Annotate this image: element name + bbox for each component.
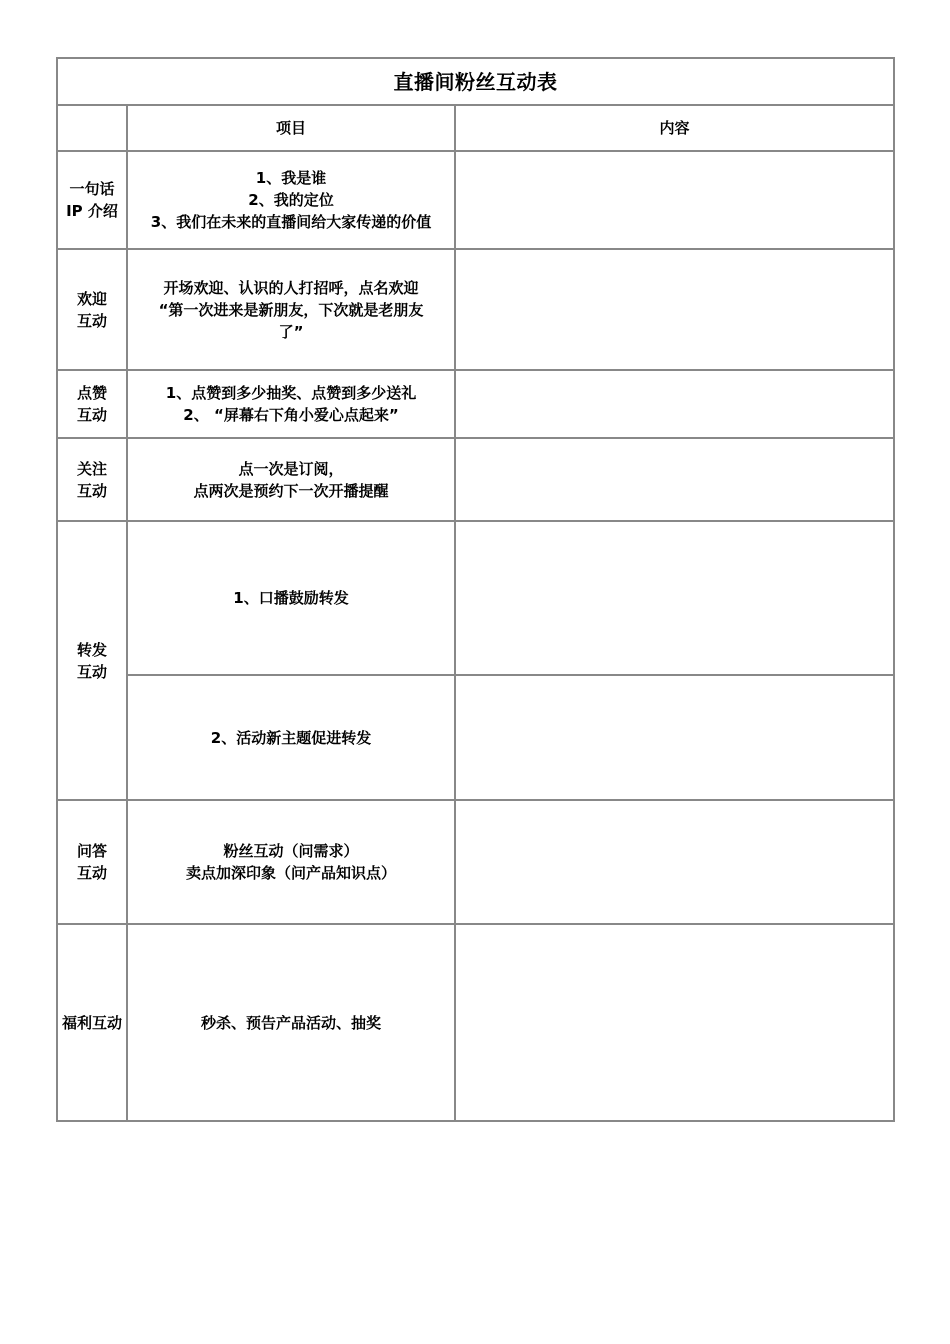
content-share-1[interactable] [455,521,894,675]
category-like: 点赞 互动 [57,370,127,438]
content-like[interactable] [455,370,894,438]
item-qa: 粉丝互动（问需求） 卖点加深印象（问产品知识点） [127,800,455,924]
content-follow[interactable] [455,438,894,521]
item-like: 1、点赞到多少抽奖、点赞到多少送礼 2、 “屏幕右下角小爱心点起来” [127,370,455,438]
content-share-2[interactable] [455,675,894,800]
header-item: 项目 [127,105,455,151]
item-benefit: 秒杀、预告产品活动、抽奖 [127,924,455,1121]
item-ip-intro: 1、我是谁 2、我的定位 3、我们在未来的直播间给大家传递的价值 [127,151,455,249]
header-content: 内容 [455,105,894,151]
item-welcome: 开场欢迎、认识的人打招呼，点名欢迎 “第一次进来是新朋友，下次就是老朋友 了” [127,249,455,370]
category-share: 转发 互动 [57,521,127,800]
category-ip-intro: 一句话 IP 介绍 [57,151,127,249]
fan-interaction-table [56,57,895,1122]
category-welcome: 欢迎 互动 [57,249,127,370]
category-qa: 问答 互动 [57,800,127,924]
category-follow: 关注 互动 [57,438,127,521]
item-follow: 点一次是订阅， 点两次是预约下一次开播提醒 [127,438,455,521]
header-blank-cell [57,105,127,151]
item-share-2: 2、活动新主题促进转发 [127,675,455,800]
content-qa[interactable] [455,800,894,924]
content-ip-intro[interactable] [455,151,894,249]
item-share-1: 1、口播鼓励转发 [127,521,455,675]
category-benefit: 福利互动 [57,924,127,1121]
content-welcome[interactable] [455,249,894,370]
content-benefit[interactable] [455,924,894,1121]
table-title: 直播间粉丝互动表 [57,58,894,105]
